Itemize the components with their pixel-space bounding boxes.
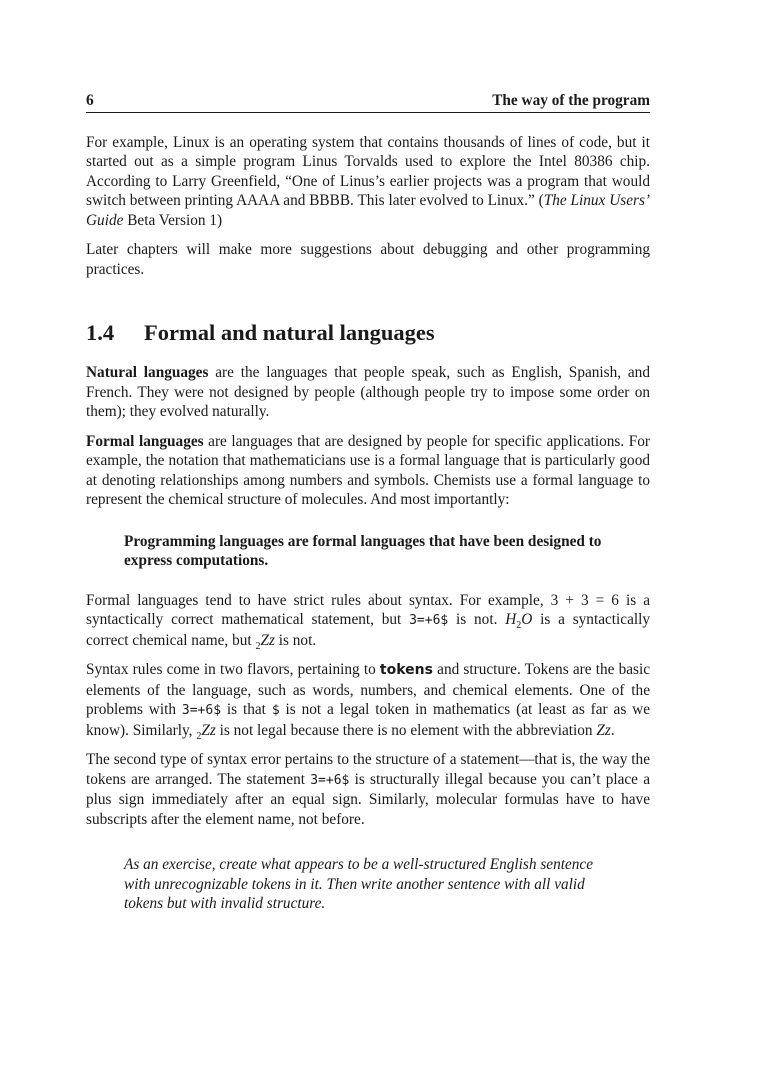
code-snippet: $ [271,703,280,718]
exercise-block: As an exercise, create what appears to be a well-structured English sentence with unrecognizable tokens in it. Then write another sentence with all valid tokens but with invalid structure. [124,856,593,912]
page-number: 6 [86,92,94,109]
book-page [86,91,650,914]
code-snippet: 3=+6$ [310,772,350,788]
section-title-text: Formal and natural languages [144,320,435,345]
intro-paragraph-linux: For example, Linux is an operating system that contains thousands of lines of code, but it started out as a simple program Linus Torvalds used to explore the Intel 80386 chip. According to Larry Greenfield, “One of Linus’s earlier projects was a program that would switch between printing AAAA and BBBB. This later evolved to Linux.” (The Linux Users’ Guide Beta Version 1) [86,133,650,229]
section-heading [86,319,650,347]
running-header [86,91,650,113]
natural-languages-paragraph: Natural languages are the languages that people speak, such as English, Spanish, and French. They were not designed by people (although people try to impose some order on them); they evolved naturally. [86,364,650,420]
syntax-paragraph: Formal languages tend to have strict rules about syntax. For example, 3 + 3 = 6 is a syntactically correct mathematical statement, but 3=+6$ is not. $H_2O$ is a syntactically correct chemical name, but $_2$Zz is not. [86,591,651,652]
key-statement-callout: Programming languages are formal languages that have been designed to express computations. [124,532,602,569]
code-snippet: 3=+6$ [409,613,449,628]
term-natural-languages: Natural languages [86,364,209,381]
chapter-title: The way of the program [492,92,650,109]
citation-title: The Linux Users’ Guide [86,192,650,229]
tokens-paragraph: Syntax rules come in two flavors, pertaining to tokens and structure. Tokens are the basic elements of the language, such as words, numbers, and chemical elements. One of the problems with 3=+6$ is that $ is not a legal token in mathematics (at least as far as we know). Similarly, $_2$Zz is not legal because there is no element with the abbreviation Zz. [86,661,650,742]
term-tokens: tokens [379,662,433,678]
intro-paragraph-debugging: Later chapters will make more suggestions about debugging and other programming practices. [86,241,650,278]
section-number: 1.4 [86,320,115,345]
formal-languages-paragraph: Formal languages are languages that are designed by people for specific applications. For example, the notation that mathematicians use is a formal language that is particularly good at denoting relationships among numbers and symbols. Chemists use a formal language to represent the chemical structure of molecules. And most importantly: [86,432,650,508]
structure-paragraph: The second type of syntax error pertains to the structure of a statement—that is, the way the tokens are arranged. The statement 3=+6$ is structurally illegal because you can’t place a plus sign immediately after an equal sign. Similarly, molecular formulas have to have subscripts after the element name, not before. [86,751,650,828]
code-snippet: 3=+6$ [181,703,222,718]
term-formal-languages: Formal languages [86,432,204,450]
